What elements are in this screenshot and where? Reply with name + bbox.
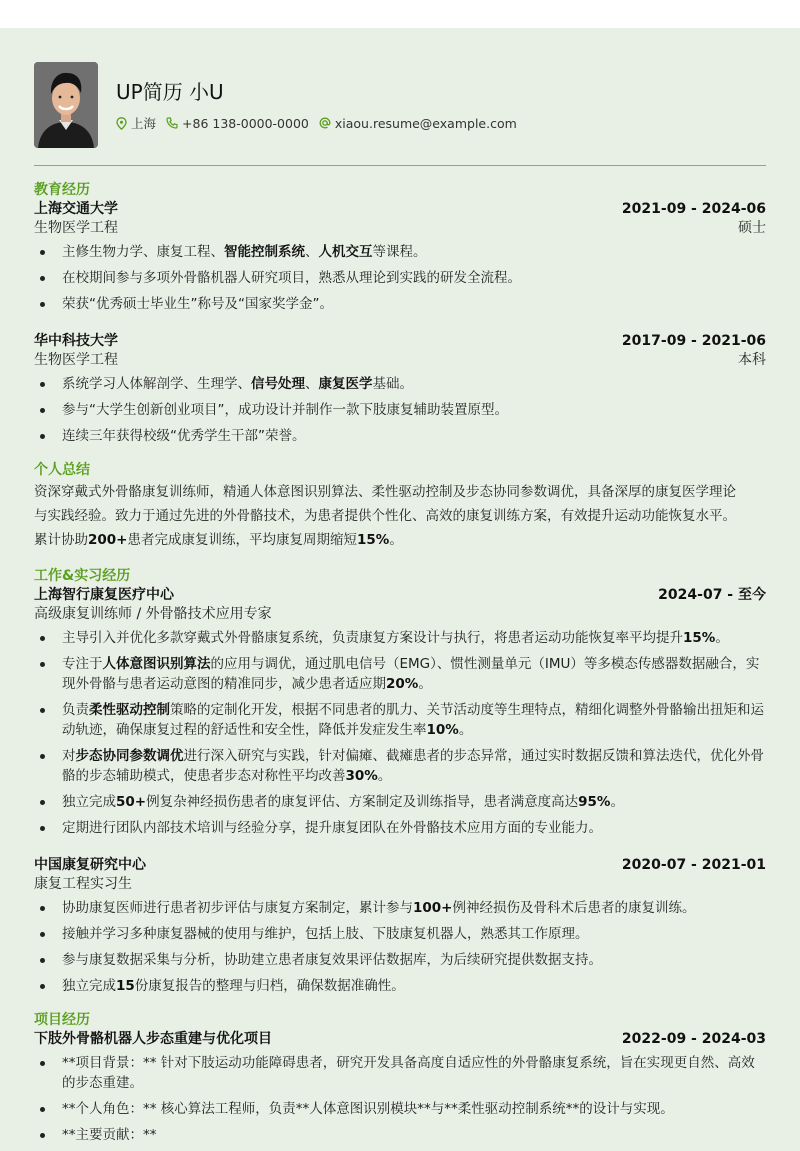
bullet-item: 主导引入并优化多款穿戴式外骨骼康复系统，负责康复方案设计与执行，将患者运动功能恢复率平均提升15%。 (34, 628, 766, 648)
summary-text (34, 480, 766, 552)
summary-line: 与实践经验。致力于通过先进的外骨骼技术，为患者提供个性化、高效的康复训练方案，有效提升运动功能恢复水平。 (34, 508, 736, 524)
bullet-item: 主修生物力学、康复工程、智能控制系统、人机交互等课程。 (34, 242, 766, 262)
contact-row (116, 114, 527, 132)
bullet-item: 独立完成50+例复杂神经损伤患者的康复评估、方案制定及训练指导，患者满意度高达95%。 (34, 792, 766, 812)
school-name: 上海交通大学 (34, 201, 118, 217)
major: 生物医学工程 (34, 352, 118, 368)
contact-city (116, 114, 156, 132)
entry-subheader (34, 351, 766, 370)
emphasis-text: 200+ (88, 532, 128, 548)
bullet-item: **项目背景：** 针对下肢运动功能障碍患者，研究开发具备高度自适应性的外骨骼康复系统，旨在实现更自然、高效的步态重建。 (34, 1053, 766, 1093)
bullet-item: 连续三年获得校级“优秀学生干部”荣誉。 (34, 426, 766, 446)
email-text: xiaou.resume@example.com (334, 115, 517, 131)
entry-header (34, 200, 766, 219)
emphasis-text: 20% (386, 676, 419, 692)
emphasis-text: 信号处理 (251, 376, 305, 392)
project-name: 下肢外骨骼机器人步态重建与优化项目 (34, 1031, 272, 1047)
emphasis-text: 100+ (413, 900, 453, 916)
bullet-item: 专注于人体意图识别算法的应用与调优，通过肌电信号（EMG）、惯性测量单元（IMU）等多模态传感器数据融合，实现外骨骼与患者运动意图的精准同步，减少患者适应期20%。 (34, 654, 766, 694)
resume-header (34, 62, 766, 150)
phone-icon (166, 117, 178, 129)
entry-dates: 2020-07 - 2021-01 (621, 857, 766, 873)
entry-header (34, 856, 766, 875)
avatar-portrait-icon (34, 62, 98, 148)
emphasis-text: 30% (345, 768, 378, 784)
entry-header (34, 332, 766, 351)
summary-line: 资深穿戴式外骨骼康复训练师，精通人体意图识别算法、柔性驱动控制及步态协同参数调优，具备深厚的康复医学理论 (34, 484, 736, 500)
major: 生物医学工程 (34, 220, 118, 236)
projects-title: 项目经历 (34, 1012, 90, 1028)
summary-title: 个人总结 (34, 462, 90, 478)
school-name: 华中科技大学 (34, 333, 118, 349)
entry-subheader (34, 605, 766, 624)
emphasis-text: 柔性驱动控制 (89, 702, 170, 718)
degree: 硕士 (738, 220, 766, 236)
org-name: 上海智行康复医疗中心 (34, 587, 174, 603)
bullet-item: 参与“大学生创新创业项目”，成功设计并制作一款下肢康复辅助装置原型。 (34, 400, 766, 420)
location-pin-icon (116, 117, 127, 130)
bullet-item: 定期进行团队内部技术培训与经验分享，提升康复团队在外骨骼技术应用方面的专业能力。 (34, 818, 766, 838)
emphasis-text: 步态协同参数调优 (75, 748, 184, 764)
org-name: 中国康复研究中心 (34, 857, 146, 873)
summary-section (34, 460, 766, 552)
entry-dates: 2024-07 - 至今 (658, 587, 766, 603)
header-divider (34, 165, 766, 166)
bullet-item: **个人角色：** 核心算法工程师，负责**人体意图识别模块**与**柔性驱动控制系统**的设计与实现。 (34, 1099, 766, 1119)
work-entry (34, 856, 766, 996)
degree: 本科 (738, 352, 766, 368)
job-role: 康复工程实习生 (34, 876, 132, 892)
entry-subheader (34, 219, 766, 238)
education-section (34, 180, 766, 446)
bullet-list (34, 628, 766, 838)
work-section (34, 566, 766, 996)
bullet-item: 协助康复医师进行患者初步评估与康复方案制定，累计参与100+例神经损伤及骨科术后患者的康复训练。 (34, 898, 766, 918)
project-entry (34, 1030, 766, 1145)
city-text: 上海 (131, 116, 157, 131)
bullet-item: **主要贡献：** (34, 1125, 766, 1145)
resume-page (34, 62, 766, 1151)
emphasis-text: 15% (357, 532, 390, 548)
bullet-list (34, 374, 766, 446)
education-entry (34, 200, 766, 314)
bullet-item: 对步态协同参数调优进行深入研究与实践，针对偏瘫、截瘫患者的步态异常，通过实时数据反馈和算法迭代，优化外骨骼的步态辅助模式，使患者步态对称性平均改善30%。 (34, 746, 766, 786)
bullet-list (34, 898, 766, 996)
bullet-item: 参与康复数据采集与分析，协助建立患者康复效果评估数据库，为后续研究提供数据支持。 (34, 950, 766, 970)
entry-subheader (34, 875, 766, 894)
summary-line: 累计协助200+患者完成康复训练，平均康复周期缩短15%。 (34, 532, 403, 548)
emphasis-text: 智能控制系统 (224, 244, 305, 260)
bullet-item: 在校期间参与多项外骨骼机器人研究项目，熟悉从理论到实践的研发全流程。 (34, 268, 766, 288)
emphasis-text: 康复医学 (318, 376, 373, 392)
entry-dates: 2022-09 - 2024-03 (621, 1031, 766, 1047)
bullet-item: 独立完成15份康复报告的整理与归档，确保数据准确性。 (34, 976, 766, 996)
bullet-list (34, 242, 766, 314)
emphasis-text: 人体意图识别算法 (102, 656, 211, 672)
bullet-item: 系统学习人体解剖学、生理学、信号处理、康复医学基础。 (34, 374, 766, 394)
education-entry (34, 332, 766, 446)
phone-text: +86 138-0000-0000 (182, 115, 309, 131)
entry-dates: 2021-09 - 2024-06 (621, 201, 766, 217)
bullet-list (34, 1053, 766, 1145)
avatar (34, 62, 98, 148)
emphasis-text: 人机交互 (318, 244, 373, 260)
emphasis-text: 15% (683, 630, 716, 646)
bullet-item: 负责柔性驱动控制策略的定制化开发，根据不同患者的肌力、关节活动度等生理特点，精细化调整外骨骼输出扭矩和运动轨迹，确保康复过程的舒适性和安全性，降低并发症发生率10%。 (34, 700, 766, 740)
emphasis-text: 95% (578, 794, 611, 810)
education-title: 教育经历 (34, 182, 90, 198)
entry-header (34, 586, 766, 605)
emphasis-text: 50+ (116, 794, 147, 810)
identity-block (116, 62, 527, 132)
work-entry (34, 586, 766, 838)
entry-dates: 2017-09 - 2021-06 (621, 333, 766, 349)
contact-phone[interactable] (166, 116, 309, 131)
work-title: 工作&实习经历 (34, 568, 131, 584)
projects-section (34, 1010, 766, 1145)
job-role: 高级康复训练师 / 外骨骼技术应用专家 (34, 606, 272, 622)
bullet-item: 荣获“优秀硕士毕业生”称号及“国家奖学金”。 (34, 294, 766, 314)
emphasis-text: 15 (116, 978, 135, 994)
bullet-item: 接触并学习多种康复器械的使用与维护，包括上肢、下肢康复机器人，熟悉其工作原理。 (34, 924, 766, 944)
emphasis-text: 10% (426, 722, 459, 738)
top-strip (0, 0, 800, 28)
entry-header (34, 1030, 766, 1049)
at-sign-icon (319, 117, 331, 129)
candidate-name: UP简历 小U (116, 80, 224, 104)
contact-email[interactable] (319, 116, 517, 131)
